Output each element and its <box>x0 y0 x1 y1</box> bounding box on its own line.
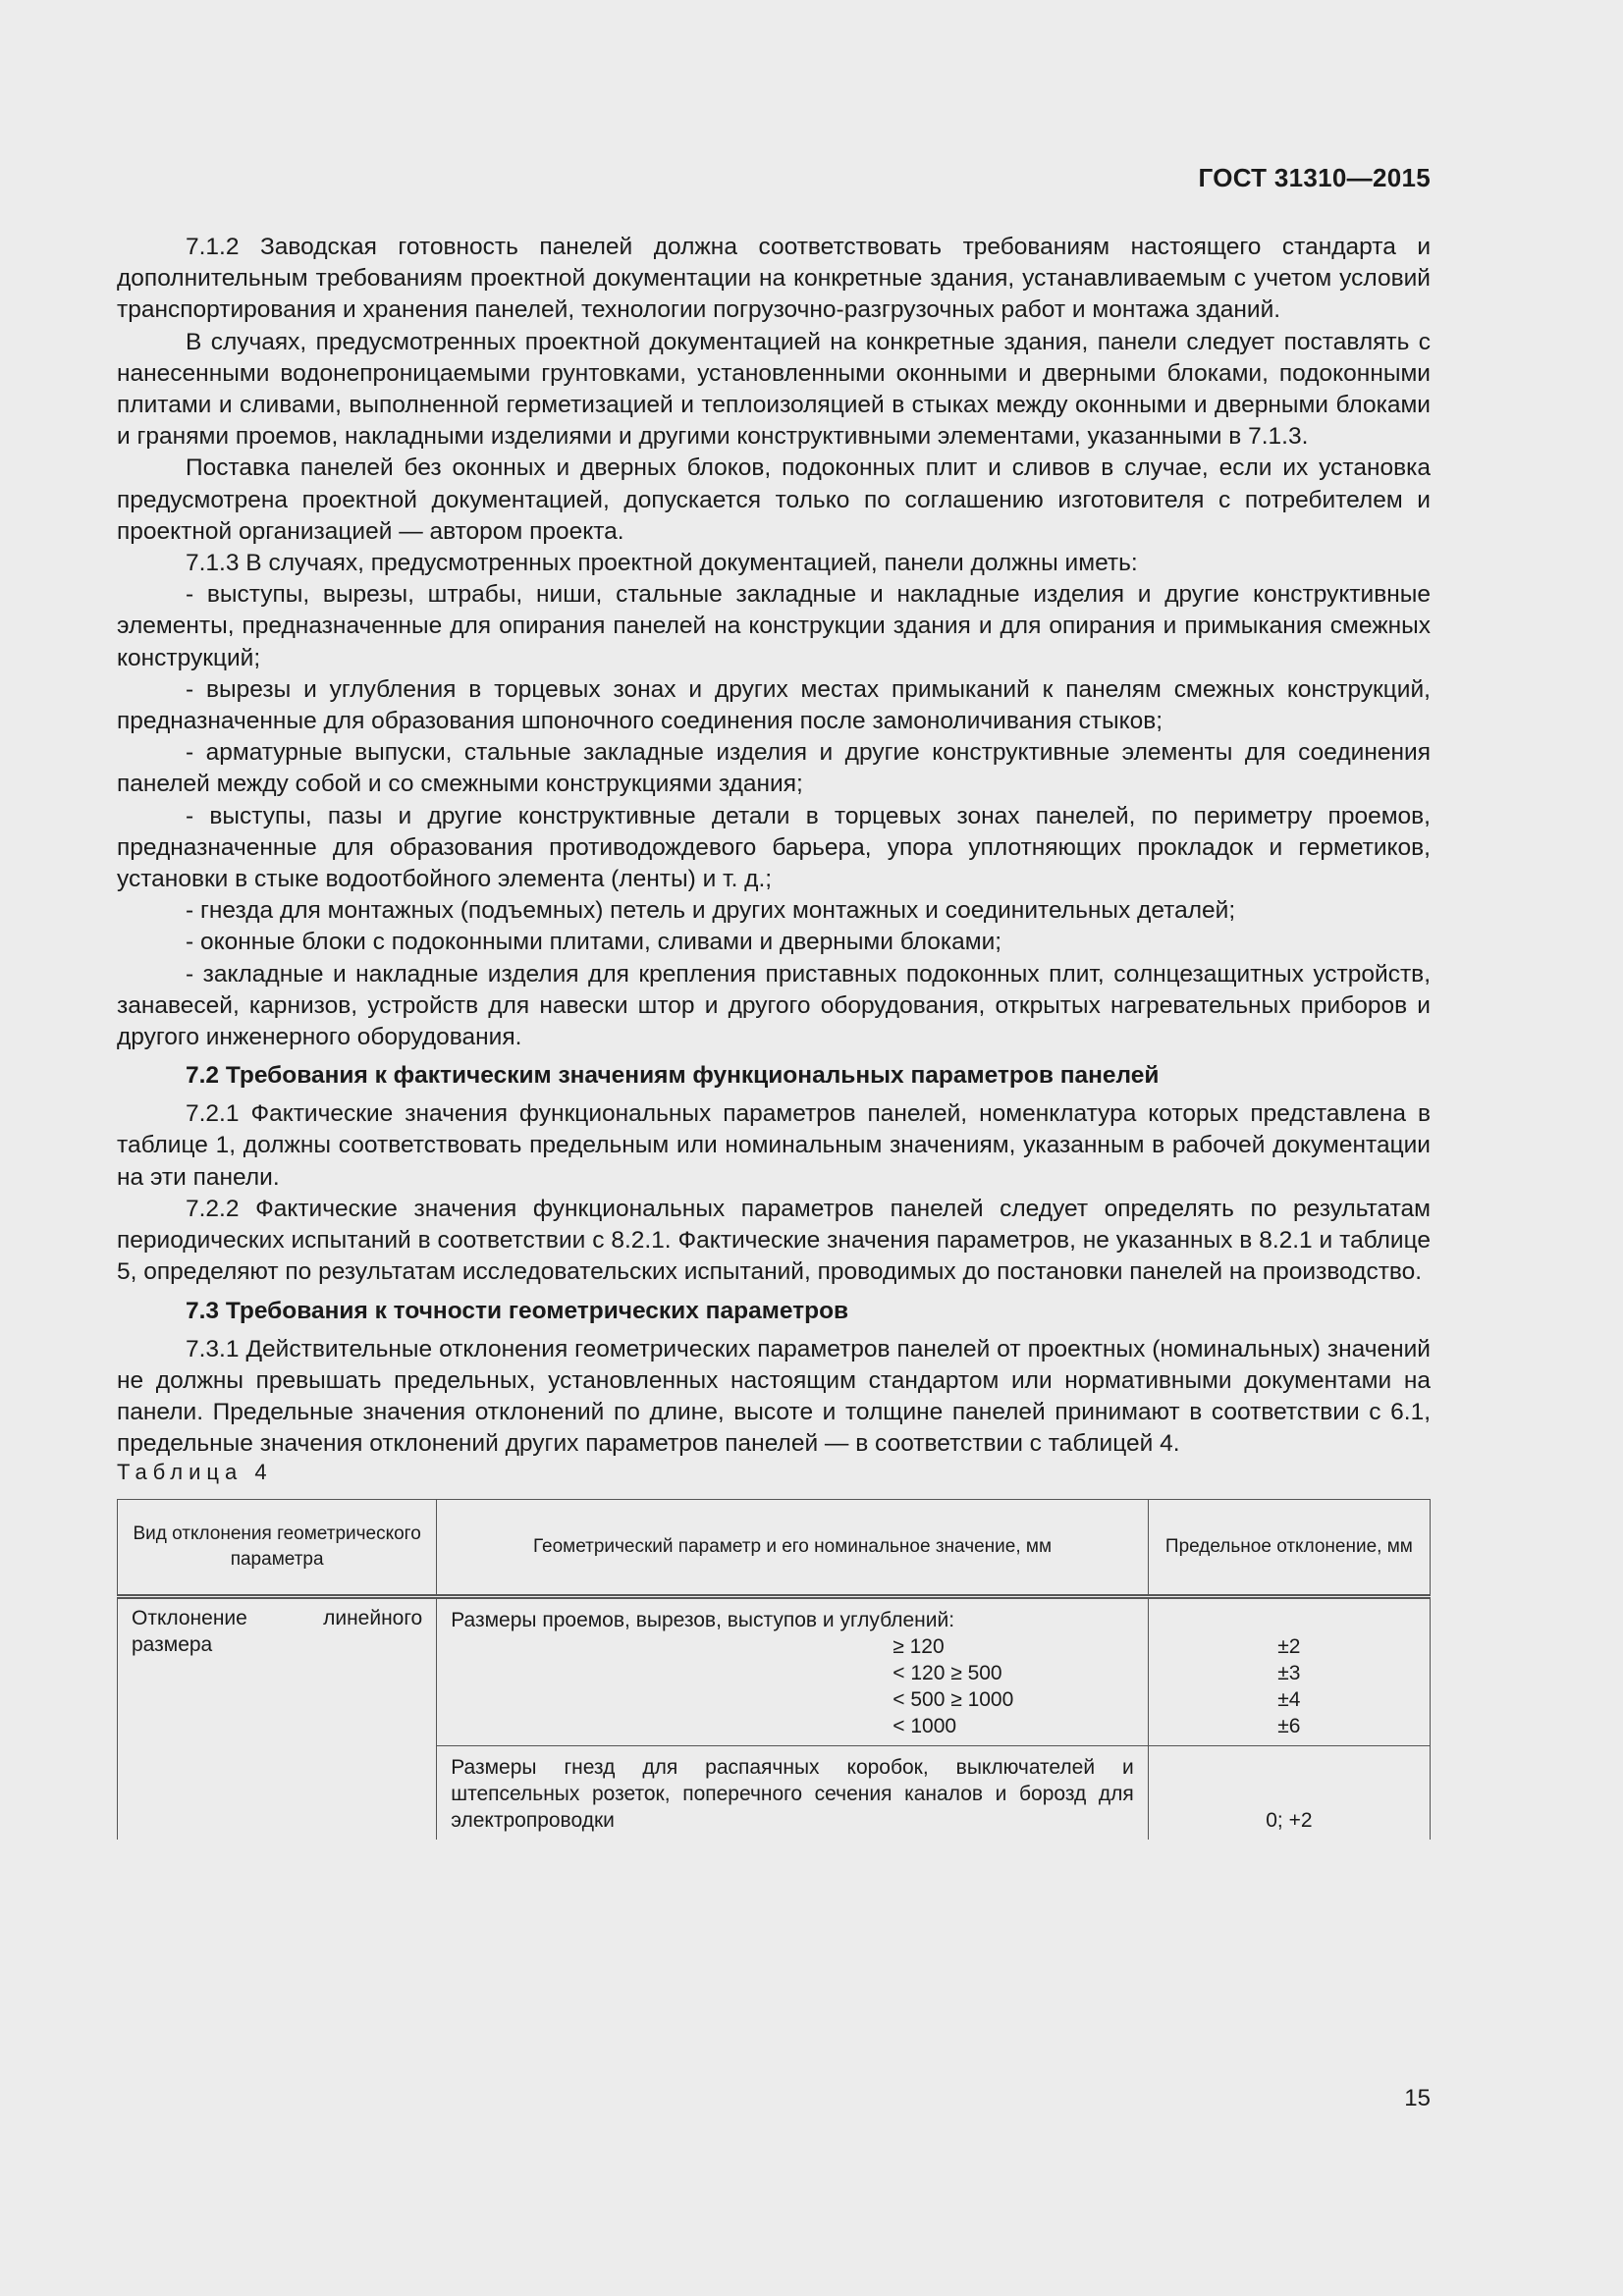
paragraph: Поставка панелей без оконных и дверных блоков, подоконных плит и сливов в случае, если их установка предусмотрена проектной документацией, допускается только по соглашению изготовителя с потребителем и проектной организацией — автором проекта. <box>117 454 1431 545</box>
tolerance-value: ±4 <box>1277 1688 1301 1712</box>
paragraph: 7.1.2 Заводская готовность панелей должна соответствовать требованиям настоящего стандарта и дополнительным требованиям проектной документации на конкретные здания, устанавливаемым с учетом условий транспортирования и хранения панелей, технологии погрузочно-разгрузочных работ и монтажа зданий. <box>117 234 1431 324</box>
table-row <box>118 1597 1431 1746</box>
page-number: 15 <box>1404 2085 1431 2111</box>
list-item: - арматурные выпуски, стальные закладные изделия и другие конструктивные элементы для соединения панелей между собой и со смежными конструкциями здания; <box>117 739 1431 798</box>
tolerance-value: ±3 <box>1277 1662 1301 1685</box>
tolerance-value: ±6 <box>1277 1715 1301 1738</box>
cell-parameter: Размеры гнезд для распаячных коробок, выключателей и штепсельных розеток, поперечного сечения каналов и борозд для электропроводки <box>437 1746 1149 1841</box>
table-caption: Таблица 4 <box>117 1460 273 1485</box>
list-item: - оконные блоки с подоконными плитами, сливами и дверными блоками; <box>186 929 1002 956</box>
table-4 <box>117 1499 1431 1840</box>
list-item: - закладные и накладные изделия для крепления приставных подоконных плит, солнцезащитных устройств, занавесей, карнизов, устройств для навески штор и другого оборудования, открытых нагревательных приборов и другого инженерного оборудования. <box>117 960 1431 1051</box>
list-item: - выступы, вырезы, штрабы, ниши, стальные закладные и накладные изделия и другие конструктивные элементы, предназначенные для опирания панелей на конструкции здания и для опирания и примыкания смежных конструкций; <box>117 581 1431 671</box>
header-tolerance: Предельное отклонение, мм <box>1148 1500 1430 1597</box>
tolerance-value: 0; +2 <box>1266 1809 1313 1833</box>
header-deviation-kind: Вид отклонения геометрического параметра <box>118 1500 437 1597</box>
table-header-row <box>118 1500 1431 1597</box>
paragraph: 7.1.3 В случаях, предусмотренных проектной документацией, панели должны иметь: <box>186 550 1138 577</box>
dimension-value: ≥ 120 <box>893 1635 945 1659</box>
document-body <box>117 232 1431 1840</box>
paragraph: 7.3.1 Действительные отклонения геометрических параметров панелей от проектных (номинальных) значений не должны превышать предельных, установленных настоящим стандартом или нормативными документами на панели. Предельные значения отклонений по длине, высоте и толщине панелей принимают в соответствии с 6.1, предельные значения отклонений других параметров панелей — в соответствии с таблицей 4. <box>117 1335 1431 1458</box>
dimension-value: < 1000 <box>893 1715 957 1738</box>
section-heading-7-2: 7.2 Требования к фактическим значениям функциональных параметров панелей <box>186 1062 1160 1090</box>
cell-deviation-kind: Отклонение линейного размера <box>118 1597 437 1841</box>
dimension-value: < 500 ≥ 1000 <box>893 1688 1014 1712</box>
header-geometric-parameter: Геометрический параметр и его номинальное значение, мм <box>437 1500 1149 1597</box>
parameter-title: Размеры проемов, вырезов, выступов и углублений: <box>451 1609 955 1632</box>
tolerance-value: ±2 <box>1277 1635 1301 1659</box>
list-item: - выступы, пазы и другие конструктивные детали в торцевых зонах панелей, по периметру проемов, предназначенные для образования противодождевого барьера, упора уплотняющих прокладок и герметиков, установки в стыке водоотбойного элемента (ленты) и т. д.; <box>117 802 1431 893</box>
section-heading-7-3: 7.3 Требования к точности геометрических параметров <box>186 1297 849 1324</box>
document-code: ГОСТ 31310—2015 <box>1198 163 1431 192</box>
dimension-value: < 120 ≥ 500 <box>893 1662 1002 1685</box>
cell-parameter <box>437 1597 1149 1746</box>
paragraph: 7.2.2 Фактические значения функциональных параметров панелей следует определять по результатам периодических испытаний в соответствии с 8.2.1. Фактические значения параметров, не указанных в 8.2.1 и таблице 5, определяют по результатам исследовательских испытаний, проводимых до постановки панелей на производство. <box>117 1195 1431 1286</box>
list-item: - вырезы и углубления в торцевых зонах и других местах примыканий к панелям смежных конструкций, предназначенные для образования шпоночного соединения после замоноличивания стыков; <box>117 675 1431 735</box>
cell-tolerance <box>1148 1597 1430 1746</box>
paragraph: 7.2.1 Фактические значения функциональных параметров панелей, номенклатура которых представлена в таблице 1, должны соответствовать предельным или номинальным значениям, указанным в рабочей документации на эти панели. <box>117 1100 1431 1191</box>
paragraph: В случаях, предусмотренных проектной документацией на конкретные здания, панели следует поставлять с нанесенными водонепроницаемыми грунтовками, установленными оконными и дверными блоками, подоконными плитами и сливами, выполненной герметизацией и теплоизоляцией в стыках между оконными и дверными блоками и гранями проемов, накладными изделиями и другими конструктивными элементами, указанными в 7.1.3. <box>117 328 1431 451</box>
list-item: - гнезда для монтажных (подъемных) петель и других монтажных и соединительных деталей; <box>186 897 1236 925</box>
cell-tolerance <box>1148 1746 1430 1841</box>
